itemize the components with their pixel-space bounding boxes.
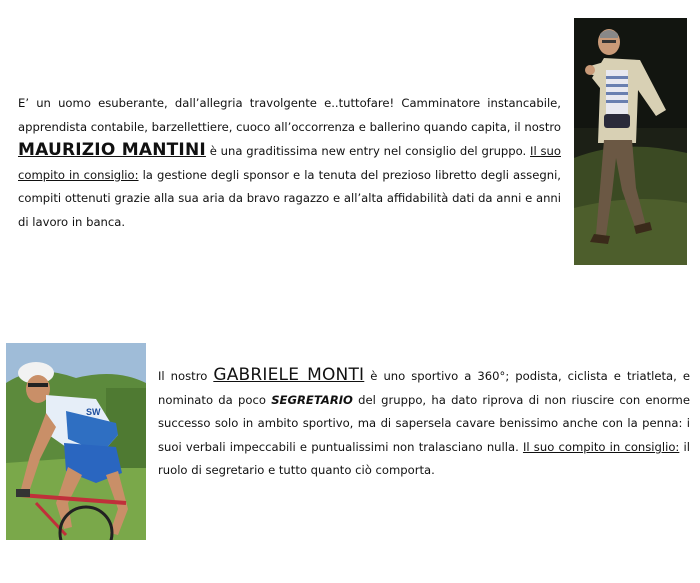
maurizio-paragraph: E’ un uomo esuberante, dall’allegria travolgente e..tuttofare! Camminatore instancabile, apprendista contabile, barzellettiere, cuoco all’occorrenza e ballerino quando capita, il nostro MAURIZIO MANTINI è una graditissima new entry nel consiglio del gruppo. Il suo compito in consiglio: la gestione degli sponsor e la tenuta del prezioso libretto degli assegni, compiti ottenuti grazie alla sua aria da bravo ragazzo e all’alta affidabilità dati da anni e anni di lavoro in banca.	[18, 96, 561, 229]
maurizio-task-label: Il suo compito in consiglio:	[18, 144, 561, 182]
gabriele-photo	[6, 343, 146, 540]
gabriele-paragraph: Il nostro GABRIELE MONTI è uno sportivo a 360°; podista, ciclista e triatleta, e nominato da poco SEGRETARIO del gruppo, ha dato riprova di non riuscire con enorme successo solo in ambito sportivo, ma di sapersela cavare benissimo anche con la penna: i suoi verbali impeccabili e puntualissimi non tralasciano nulla. Il suo compito in consiglio: il ruolo di segretario e tutto quanto ciò comporta.	[158, 365, 690, 477]
gabriele-name: GABRIELE MONTI	[213, 365, 365, 385]
maurizio-name: MAURIZIO MANTINI	[18, 140, 206, 160]
gabriele-role: SEGRETARIO	[271, 392, 353, 407]
svg-text:SW: SW	[86, 407, 101, 417]
gabriele-task-label: Il suo compito in consiglio:	[522, 439, 680, 454]
maurizio-photo	[574, 18, 687, 265]
